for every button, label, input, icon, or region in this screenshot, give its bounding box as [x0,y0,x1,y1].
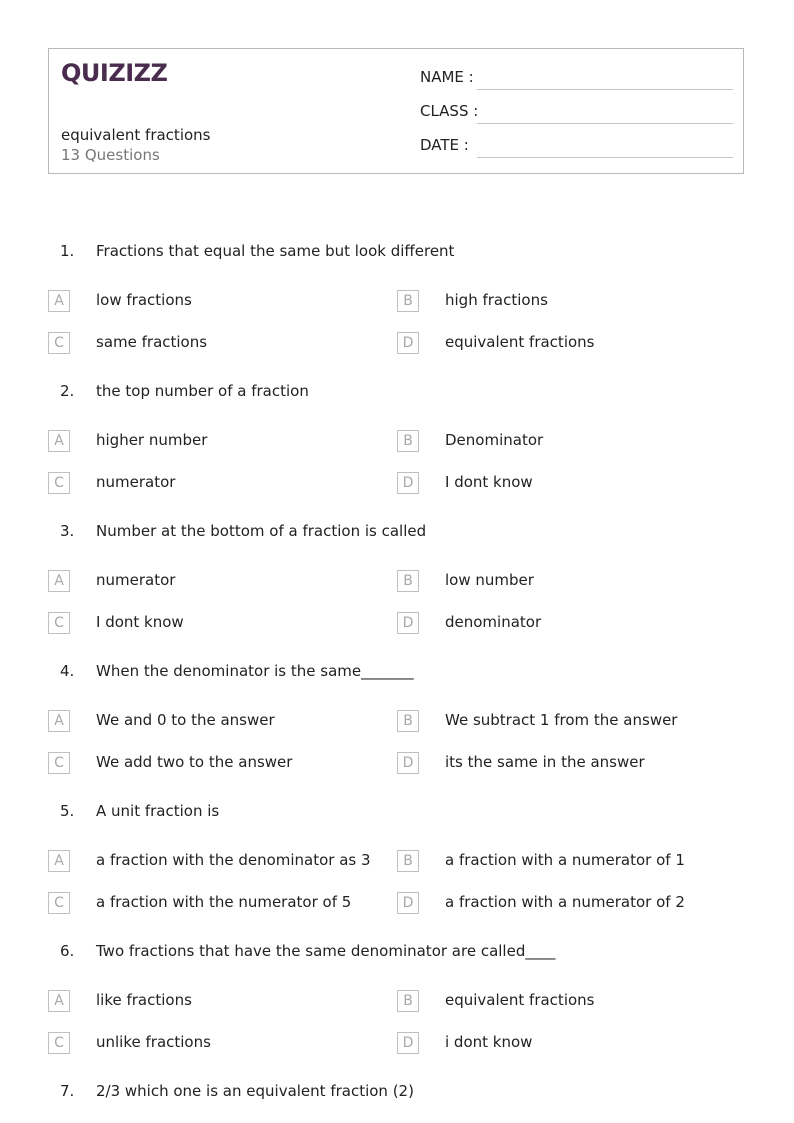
option-text: I dont know [96,613,184,631]
worksheet-title: equivalent fractions [61,126,211,144]
q5-option-d [397,892,737,916]
question-count: 13 Questions [61,146,160,164]
q3-option-b [397,570,737,594]
quizizz-logo: QUIZIZZ [61,59,168,87]
question-text: Fractions that equal the same but look different [96,242,455,260]
q6-option-d [397,1032,737,1056]
question-number: 6. [60,942,75,960]
name-line [477,89,733,90]
q5-option-b [397,850,737,874]
option-letter-box: B [397,570,419,592]
q3-option-a [48,570,388,594]
option-text: its the same in the answer [445,753,645,771]
option-letter-box: A [48,570,70,592]
worksheet-header [48,48,744,174]
option-text: numerator [96,571,176,589]
question-number: 4. [60,662,75,680]
name-label: NAME : [420,68,474,86]
option-text: i dont know [445,1033,533,1051]
option-text: unlike fractions [96,1033,211,1051]
q6-option-b [397,990,737,1014]
option-letter-box: A [48,290,70,312]
option-letter-box: B [397,850,419,872]
question-number: 5. [60,802,75,820]
class-line [477,123,733,124]
option-letter-box: C [48,1032,70,1054]
option-letter-box: B [397,430,419,452]
question-text: 2/3 which one is an equivalent fraction (2) [96,1082,414,1100]
option-text: low number [445,571,534,589]
option-letter-box: C [48,472,70,494]
option-letter-box: D [397,332,419,354]
option-text: a fraction with the denominator as 3 [96,851,371,869]
option-letter-box: A [48,990,70,1012]
q4-option-a [48,710,388,734]
option-letter-box: B [397,290,419,312]
q6-option-a [48,990,388,1014]
option-text: Denominator [445,431,544,449]
option-letter-box: A [48,850,70,872]
q1-option-b [397,290,737,314]
question-text: A unit fraction is [96,802,220,820]
option-text: We subtract 1 from the answer [445,711,678,729]
question-number: 3. [60,522,75,540]
option-letter-box: C [48,892,70,914]
option-letter-box: D [397,472,419,494]
q4-option-d [397,752,737,776]
q2-option-d [397,472,737,496]
option-letter-box: C [48,752,70,774]
question-number: 1. [60,242,75,260]
option-letter-box: B [397,710,419,732]
q2-option-b [397,430,737,454]
q1-option-a [48,290,388,314]
option-text: denominator [445,613,542,631]
question-text: the top number of a fraction [96,382,309,400]
q4-option-b [397,710,737,734]
option-text: We add two to the answer [96,753,293,771]
question-number: 2. [60,382,75,400]
class-field [420,102,733,124]
option-text: low fractions [96,291,192,309]
question-text: Two fractions that have the same denominator are called____ [96,942,556,960]
q2-option-c [48,472,388,496]
option-text: a fraction with the numerator of 5 [96,893,352,911]
name-field [420,68,733,90]
option-text: same fractions [96,333,208,351]
date-line [477,157,733,158]
option-text: I dont know [445,473,533,491]
option-text: We and 0 to the answer [96,711,275,729]
option-text: a fraction with a numerator of 2 [445,893,685,911]
class-label: CLASS : [420,102,479,120]
option-letter-box: A [48,710,70,732]
option-letter-box: D [397,612,419,634]
date-label: DATE : [420,136,469,154]
q3-option-d [397,612,737,636]
option-letter-box: C [48,612,70,634]
q6-option-c [48,1032,388,1056]
option-letter-box: A [48,430,70,452]
question-text: When the denominator is the same_______ [96,662,414,680]
option-letter-box: B [397,990,419,1012]
q5-option-a [48,850,388,874]
q1-option-d [397,332,737,356]
option-text: like fractions [96,991,192,1009]
option-text: numerator [96,473,176,491]
question-number: 7. [60,1082,75,1100]
option-text: equivalent fractions [445,991,595,1009]
q5-option-c [48,892,388,916]
option-text: high fractions [445,291,548,309]
option-letter-box: D [397,892,419,914]
q1-option-c [48,332,388,356]
option-text: equivalent fractions [445,333,595,351]
q3-option-c [48,612,388,636]
date-field [420,136,733,158]
option-letter-box: C [48,332,70,354]
option-text: a fraction with a numerator of 1 [445,851,685,869]
option-text: higher number [96,431,208,449]
q4-option-c [48,752,388,776]
option-letter-box: D [397,1032,419,1054]
option-letter-box: D [397,752,419,774]
q2-option-a [48,430,388,454]
question-text: Number at the bottom of a fraction is called [96,522,427,540]
